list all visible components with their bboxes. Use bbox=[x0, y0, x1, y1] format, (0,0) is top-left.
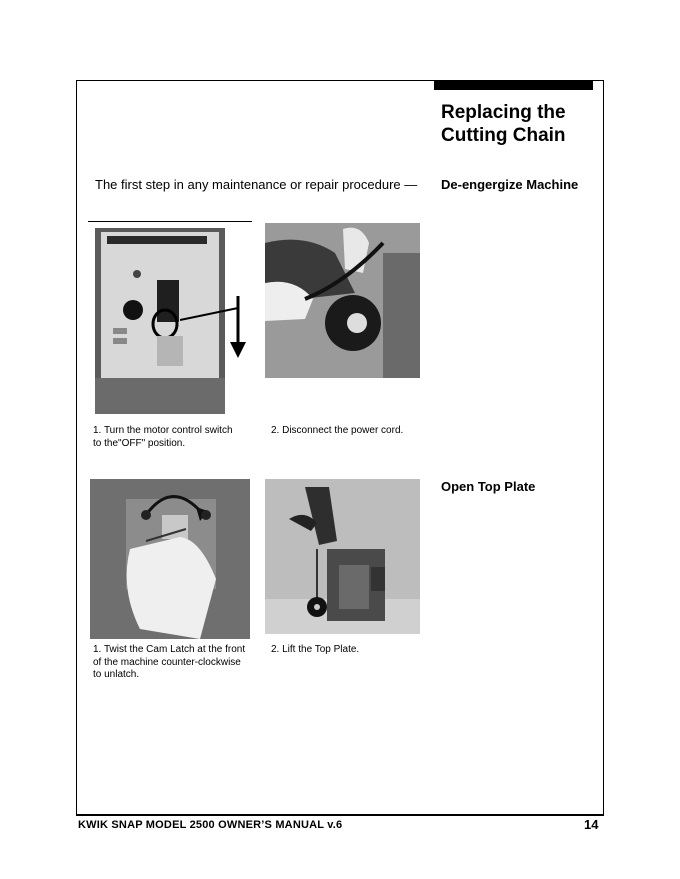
top-plate-photo bbox=[265, 479, 420, 634]
step-caption-motor-switch: 1. Turn the motor control switch to the"OFF" position. bbox=[93, 425, 233, 449]
title-bar bbox=[434, 80, 593, 90]
footer-manual-title: KWIK SNAP MODEL 2500 OWNER’S MANUAL v.6 bbox=[78, 819, 343, 831]
pointer-arrow-icon bbox=[180, 290, 250, 370]
step-caption-power-cord: 2. Disconnect the power cord. bbox=[271, 425, 404, 436]
page-number: 14 bbox=[584, 817, 599, 832]
step-caption-top-plate: 2. Lift the Top Plate. bbox=[271, 644, 360, 655]
intro-divider bbox=[88, 221, 252, 222]
cam-latch-photo bbox=[90, 479, 250, 639]
step-caption-cam-latch: 1. Twist the Cam Latch at the front of the machine counter-clockwise to unlatch. bbox=[93, 644, 246, 680]
power-cord-photo bbox=[265, 223, 420, 378]
section-heading-deenergize: De-engergize Machine bbox=[441, 177, 579, 192]
section-heading-open-top-plate: Open Top Plate bbox=[441, 479, 536, 494]
intro-text: The first step in any maintenance or repair procedure — bbox=[95, 177, 418, 192]
footer-divider bbox=[76, 814, 604, 816]
page-title: Replacing the Cutting Chain bbox=[441, 102, 566, 146]
